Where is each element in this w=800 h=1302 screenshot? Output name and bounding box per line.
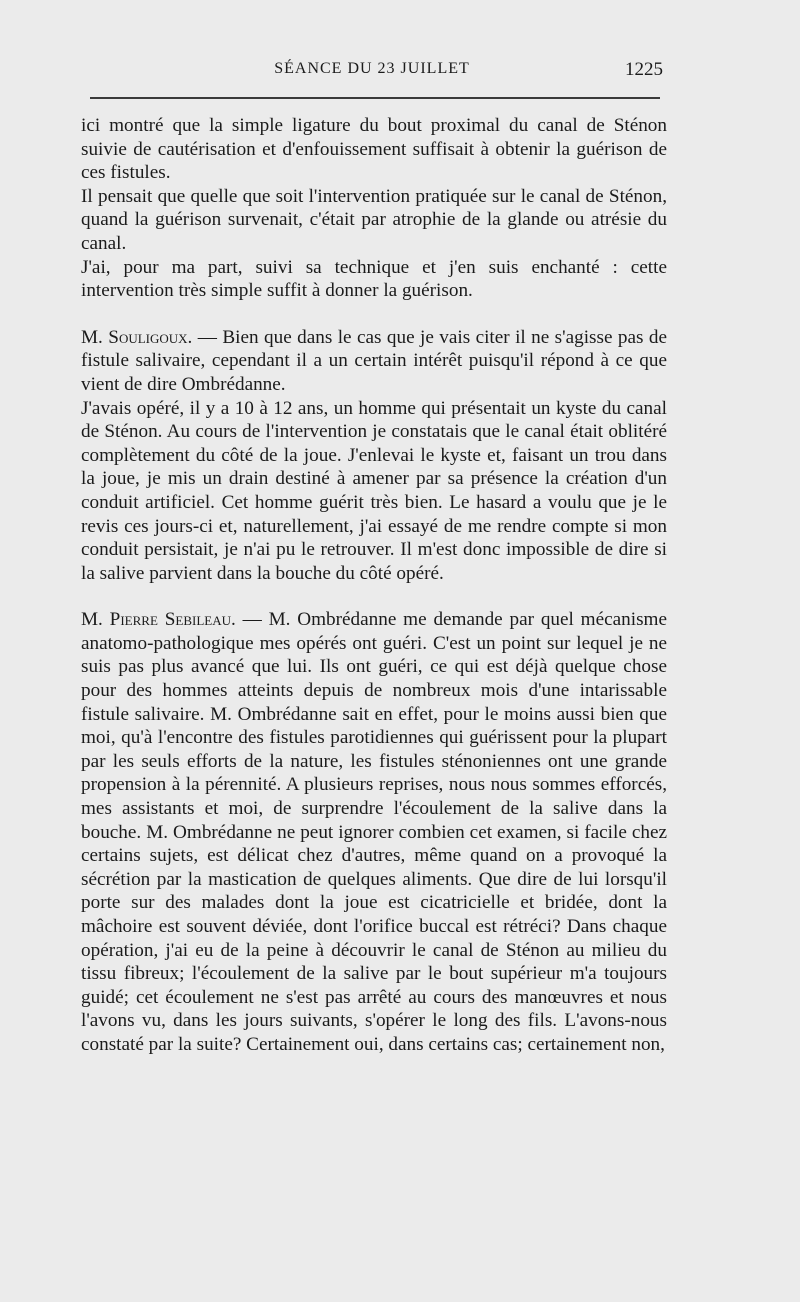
body-text [81,114,667,1057]
running-header [81,56,663,86]
souligoux-remark: — Bien que dans le cas que je vais citer il ne s'agisse pas de fistule salivaire, cependant il a un certain intérêt puisqu'il répond à ce que vient de dire Ombrédanne. [81,326,667,395]
paragraph-2-text: Il pensait que quelle que soit l'intervention pratiquée sur le canal de Sténon, quand la guérison survenait, c'était par atrophie de la glande ou atrésie du canal. [81,185,667,254]
paragraph-sebileau [81,608,667,1056]
paragraph-3-text: J'ai, pour ma part, suivi sa technique et j'en suis enchanté : cette intervention très simple suffit à donner la guérison. [81,256,667,302]
paragraph-souligoux [81,326,667,397]
running-title: SÉANCE DU 23 JUILLET [274,60,470,77]
paragraph-5-text: J'avais opéré, il y a 10 à 12 ans, un homme qui présentait un kyste du canal de Sténon. Au cours de l'intervention je constatais que le canal était oblitéré complètement du côté de la joue. J'enlevai le kyste et, faisant un trou dans la joue, je mis un drain destiné à amener par sa présence la création d'un conduit artificiel. Cet homme guérit très bien. Le hasard a voulu que je le revis ces jours-ci et, naturellement, j'ai essayé de me rendre compte si mon conduit persistait, je n'ai pu le retrouver. Il m'est donc impossible de dire si la salive parvient dans la bouche du côté opéré. [81,397,667,584]
sebileau-remark: — M. Ombrédanne me demande par quel mécanisme anatomo-pathologique mes opérés ont guéri. C'est un point sur lequel je ne suis pas plus avancé que lui. Ils ont guéri, ce qui est déjà quelque chose pour des hommes atteints depuis de nombreux mois d'une intarissable fistule salivaire. M. Ombrédanne sait en effet, pour le moins aussi bien que moi, qu'à l'encontre des fistules parotidiennes qui guérissent pour la plupart par les seuls efforts de la nature, les fistules sténoniennes ont une grande propension à la pérennité. A plusieurs reprises, nous nous sommes efforcés, mes assistants et moi, de surprendre l'écoulement de la salive dans la bouche. M. Ombrédanne ne peut ignorer combien cet examen, si facile chez certains sujets, est délicat chez d'autres, même quand on a provoqué la sécrétion par la mastication de quelques aliments. Que dire de lui lorsqu'il porte sur des malades dont la joue est cicatricielle et bridée, dont la mâchoire est souvent déviée, dont l'orifice buccal est rétréci? Dans chaque opération, j'ai eu de la peine à découvrir le canal de Sténon au milieu du tissu fibreux; l'écoulement de la salive par le bout supérieur m'a toujours guidé; cet écoulement ne s'est pas arrêté au cours des manœuvres et nous l'avons vu, dans les jours suivants, s'opérer le long des fils. L'avons-nous constaté par la suite? Certainement oui, dans certains cas; certainement non, [81,609,667,1055]
speaker-sebileau: M. Pierre Sebileau. [81,609,236,631]
header-rule [90,97,660,99]
paragraph-1: ici montré que la simple ligature du bout proximal du canal de Sténon suivie de cautérisation et d'enfouissement suffisait à obtenir la guérison de ces fistules. [81,115,667,184]
paragraph-2 [81,185,667,256]
paragraph-5 [81,397,667,586]
paragraph-3 [81,256,667,303]
speaker-souligoux: M. Souligoux. [81,326,193,348]
section-gap-2 [81,585,667,608]
section-gap-1 [81,303,667,326]
page-number: 1225 [625,59,663,80]
